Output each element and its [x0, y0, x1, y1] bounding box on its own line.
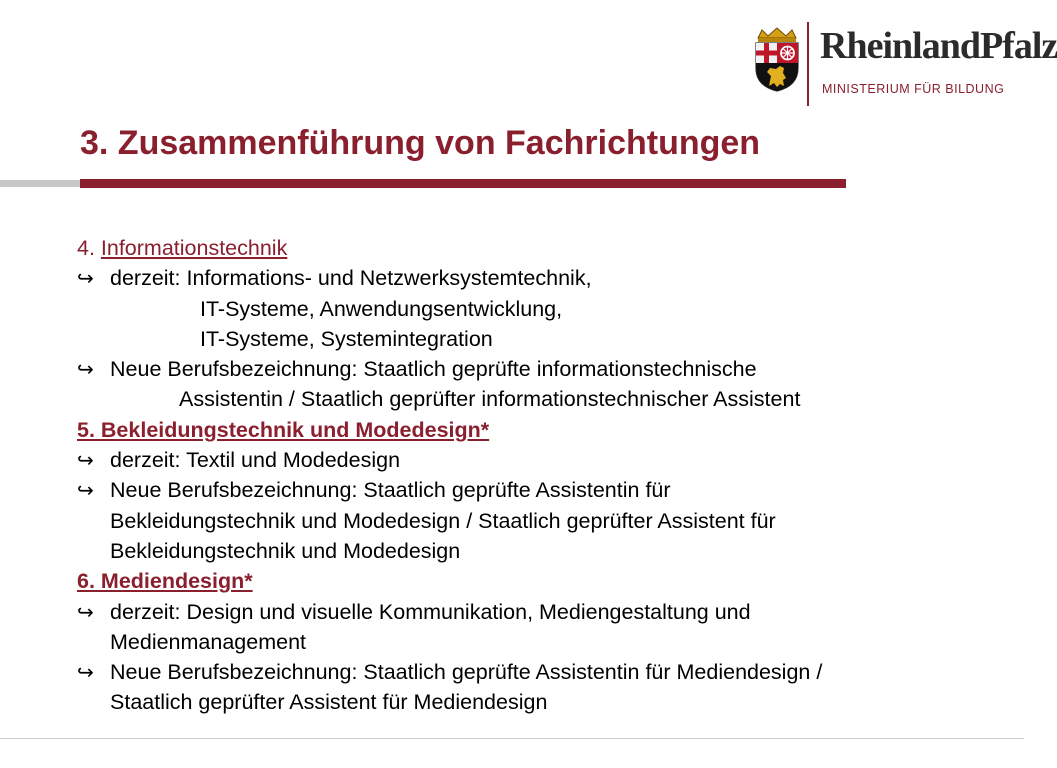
- right-hook-arrow-icon: ↪: [77, 359, 94, 382]
- bullet-continuation: Medienmanagement: [110, 629, 307, 654]
- right-hook-arrow-icon: ↪: [77, 268, 94, 291]
- bullet-text: derzeit: Informations- und Netzwerksystemtechnik,: [110, 266, 592, 291]
- bullet-line: [77, 475, 997, 505]
- title-rule-gray: [0, 180, 80, 187]
- bullet-continuation: IT-Systeme, Systemintegration: [200, 326, 493, 351]
- right-hook-arrow-icon: ↪: [77, 601, 94, 624]
- bullet-text: derzeit: Design und visuelle Kommunikation, Mediengestaltung und: [110, 599, 751, 624]
- bullet-text: derzeit: Textil und Modedesign: [110, 448, 401, 473]
- bullet-line: [77, 354, 997, 384]
- bullet-line: [77, 597, 997, 627]
- right-hook-arrow-icon: ↪: [77, 450, 94, 473]
- footer-divider: [0, 738, 1024, 739]
- section-number: 4.: [77, 236, 101, 260]
- title-rule-accent: [80, 179, 846, 188]
- bullet-text: Neue Berufsbezeichnung: Staatlich geprüfte Assistentin für: [110, 478, 671, 503]
- slide-body: [77, 233, 997, 718]
- section-heading: 6. Mediendesign*: [77, 569, 253, 594]
- bullet-text: Neue Berufsbezeichnung: Staatlich geprüfte Assistentin für Mediendesign /: [110, 660, 823, 685]
- bullet-line: [77, 263, 997, 293]
- coat-of-arms-icon: [752, 28, 802, 92]
- section-heading: 5. Bekleidungstechnik und Modedesign*: [77, 417, 490, 442]
- bullet-text: Neue Berufsbezeichnung: Staatlich geprüfte informationstechnische: [110, 357, 757, 382]
- bullet-continuation: Bekleidungstechnik und Modedesign: [110, 538, 461, 563]
- ministry-logo: [752, 22, 1057, 106]
- section-heading-text: Informationstechnik: [100, 236, 288, 260]
- logo-separator: [807, 22, 809, 106]
- section-heading: [77, 233, 997, 263]
- state-wordmark: RheinlandPfalz: [820, 25, 1057, 67]
- right-hook-arrow-icon: ↪: [77, 480, 94, 503]
- bullet-continuation: Assistentin / Staatlich geprüfter informationstechnischer Assistent: [179, 387, 801, 412]
- bullet-continuation: Staatlich geprüfter Assistent für Mediendesign: [110, 690, 548, 715]
- ministry-name: MINISTERIUM FÜR BILDUNG: [822, 82, 1005, 96]
- bullet-line: [77, 445, 997, 475]
- right-hook-arrow-icon: ↪: [77, 662, 94, 685]
- bullet-line: [77, 657, 997, 687]
- bullet-continuation: Bekleidungstechnik und Modedesign / Staatlich geprüfter Assistent für: [110, 508, 776, 533]
- slide-title: 3. Zusammenführung von Fachrichtungen: [80, 124, 761, 162]
- bullet-continuation: IT-Systeme, Anwendungsentwicklung,: [200, 296, 563, 321]
